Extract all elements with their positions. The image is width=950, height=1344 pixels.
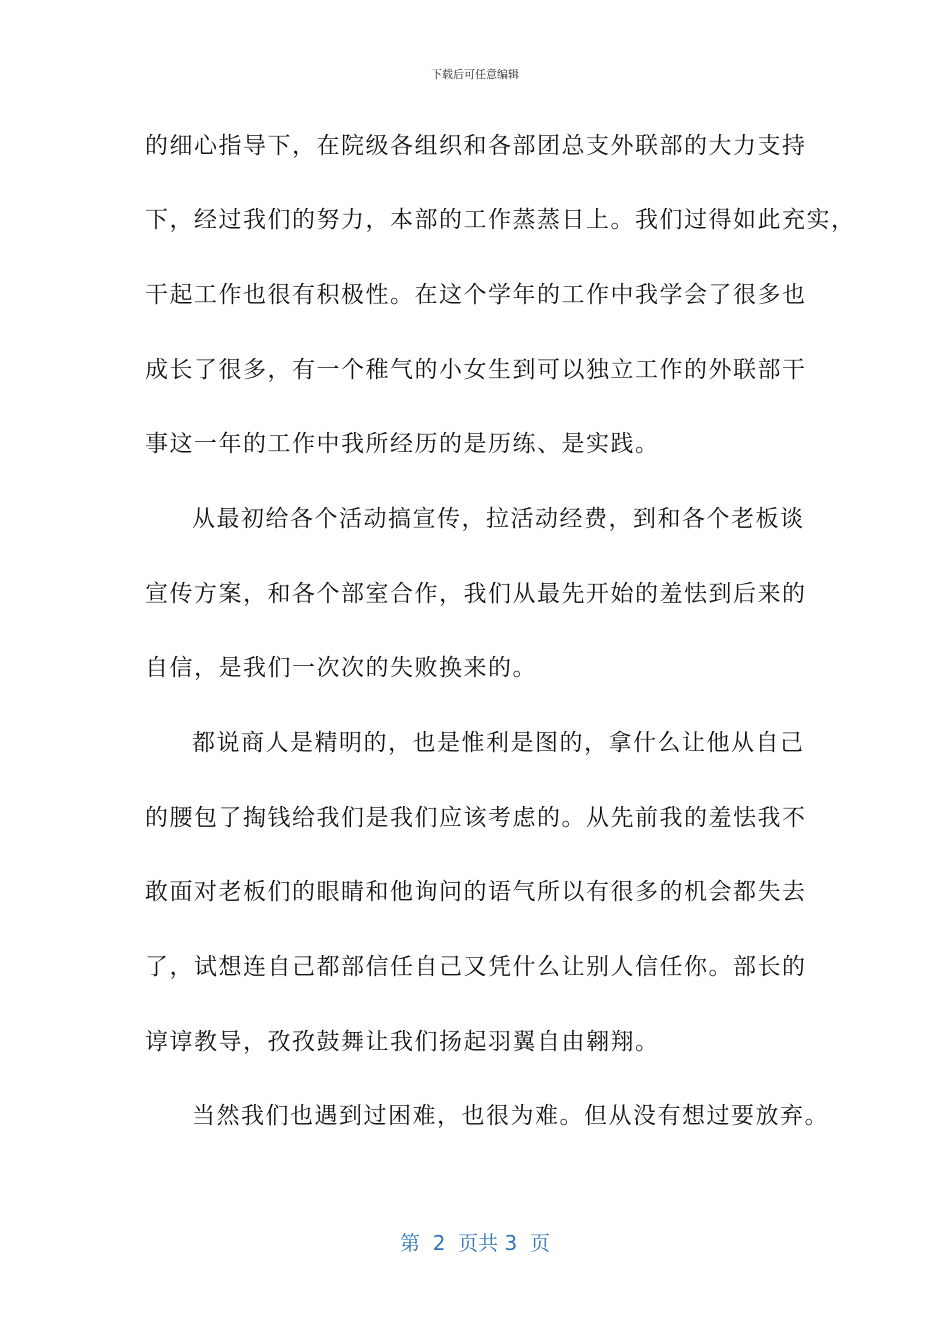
- text-line-3: 干起工作也很有积极性。在这个学年的工作中我学会了很多也: [145, 282, 807, 308]
- page-header: 下载后可任意编辑: [431, 68, 519, 81]
- text-line-8: 自信，是我们一次次的失败换来的。: [145, 655, 537, 681]
- text-line-12: 了，试想连自己都部信任自己又凭什么让别人信任你。部长的: [145, 954, 807, 980]
- text-line-10: 的腰包了掏钱给我们是我们应该考虑的。从先前我的羞怯我不: [145, 805, 807, 831]
- text-line-1: 的细心指导下，在院级各组织和各部团总支外联部的大力支持: [145, 133, 807, 159]
- text-line-7: 宣传方案，和各个部室合作，我们从最先开始的羞怯到后来的: [145, 581, 807, 607]
- text-line-13: 谆谆教导，孜孜鼓舞让我们扬起羽翼自由翱翔。: [145, 1029, 660, 1055]
- text-line-5: 事这一年的工作中我所经历的是历练、是实践。: [145, 431, 660, 457]
- text-line-4: 成长了很多，有一个稚气的小女生到可以独立工作的外联部干: [145, 357, 807, 383]
- text-line-9: 都说商人是精明的，也是惟利是图的，拿什么让他从自己: [192, 730, 805, 756]
- text-line-14: 当然我们也遇到过困难，也很为难。但从没有想过要放弃。: [192, 1103, 829, 1129]
- text-line-11: 敢面对老板们的眼睛和他询问的语气所以有很多的机会都失去: [145, 879, 807, 905]
- text-line-6: 从最初给各个活动搞宣传，拉活动经费，到和各个老板谈: [192, 506, 805, 532]
- text-line-2: 下，经过我们的努力，本部的工作蒸蒸日上。我们过得如此充实，: [145, 207, 856, 233]
- page-number-footer: 第 2 页共 3 页: [400, 1231, 550, 1255]
